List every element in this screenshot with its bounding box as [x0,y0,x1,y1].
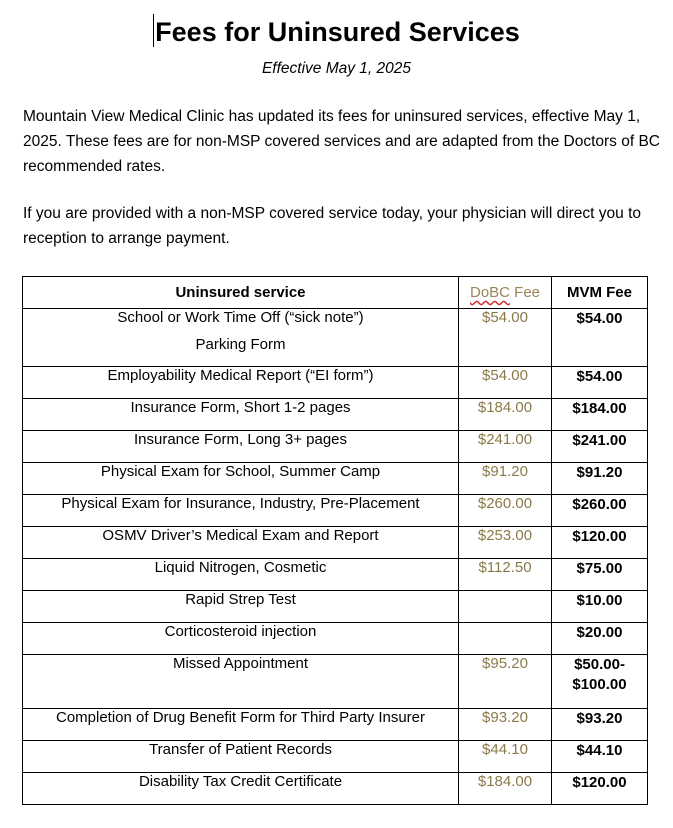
payment-paragraph: If you are provided with a non-MSP covered service today, your physician will direct you to reception to arrange payment. [23,205,642,247]
effective-date: Effective May 1, 2025 [261,60,412,77]
mvm-fee-cell: $20.00 [552,623,648,655]
service-cell [23,309,459,367]
table-row [23,655,648,709]
mvm-fee-range-high: $100.00 [572,676,627,693]
service-cell: Liquid Nitrogen, Cosmetic [23,559,459,591]
table-row [23,309,648,367]
header-mvm-fee: MVM Fee [552,277,648,309]
dobc-fee-cell: $241.00 [459,431,552,463]
page-title [0,12,673,52]
mvm-fee-cell: $44.10 [552,741,648,773]
service-name: School or Work Time Off (“sick note”) [117,309,364,326]
dobc-fee-cell: $91.20 [459,463,552,495]
dobc-fee-cell [459,623,552,655]
header-uninsured-service: Uninsured service [23,277,459,309]
table-row [23,741,648,773]
dobc-fee-cell: $44.10 [459,741,552,773]
dobc-fee-cell [459,591,552,623]
service-cell: Employability Medical Report (“EI form”) [23,367,459,399]
mvm-fee-cell: $260.00 [552,495,648,527]
mvm-fee-cell: $120.00 [552,527,648,559]
table-row [23,709,648,741]
table-header-row [23,277,648,309]
dobc-fee-cell: $93.20 [459,709,552,741]
dobc-fee-cell: $253.00 [459,527,552,559]
mvm-fee-cell: $75.00 [552,559,648,591]
table-row [23,431,648,463]
header-dobc-fee [459,277,552,309]
intro-paragraph: Mountain View Medical Clinic has updated its fees for uninsured services, effective May 1, 2025. These fees are for non-MSP covered services and are adapted from the Doctors of BC recommended rates. [23,108,660,175]
table-row [23,367,648,399]
service-cell: Missed Appointment [23,655,459,709]
service-cell: Physical Exam for School, Summer Camp [23,463,459,495]
dobc-fee-cell: $184.00 [459,773,552,805]
table-row [23,591,648,623]
service-cell: Transfer of Patient Records [23,741,459,773]
service-cell: Rapid Strep Test [23,591,459,623]
mvm-fee-cell: $91.20 [552,463,648,495]
service-cell: Insurance Form, Long 3+ pages [23,431,459,463]
table-row [23,463,648,495]
dobc-fee-cell: $112.50 [459,559,552,591]
table-row [23,495,648,527]
table-row [23,527,648,559]
mvm-fee-cell: $54.00 [552,367,648,399]
mvm-fee-range-low: $50.00- [574,656,625,673]
dobc-fee-cell: $54.00 [459,309,552,367]
fees-table [22,276,648,805]
mvm-fee-cell: $93.20 [552,709,648,741]
service-cell: Physical Exam for Insurance, Industry, Pre-Placement [23,495,459,527]
mvm-fee-cell: $241.00 [552,431,648,463]
service-cell: Completion of Drug Benefit Form for Third Party Insurer [23,709,459,741]
dobc-fee-cell: $184.00 [459,399,552,431]
table-row [23,399,648,431]
header-dobc-suffix: Fee [510,284,541,301]
page-title-text: Fees for Uninsured Services [155,17,520,47]
service-cell: Insurance Form, Short 1-2 pages [23,399,459,431]
mvm-fee-cell: $184.00 [552,399,648,431]
dobc-fee-cell: $95.20 [459,655,552,709]
table-row [23,773,648,805]
mvm-fee-cell [552,655,648,709]
service-name-line2: Parking Form [195,336,286,353]
mvm-fee-cell: $10.00 [552,591,648,623]
table-row [23,623,648,655]
service-cell: Disability Tax Credit Certificate [23,773,459,805]
service-cell: Corticosteroid injection [23,623,459,655]
mvm-fee-cell: $120.00 [552,773,648,805]
mvm-fee-cell: $54.00 [552,309,648,367]
table-row [23,559,648,591]
dobc-fee-cell: $54.00 [459,367,552,399]
service-cell: OSMV Driver’s Medical Exam and Report [23,527,459,559]
dobc-fee-cell: $260.00 [459,495,552,527]
header-dobc-word: DoBC [469,284,510,301]
